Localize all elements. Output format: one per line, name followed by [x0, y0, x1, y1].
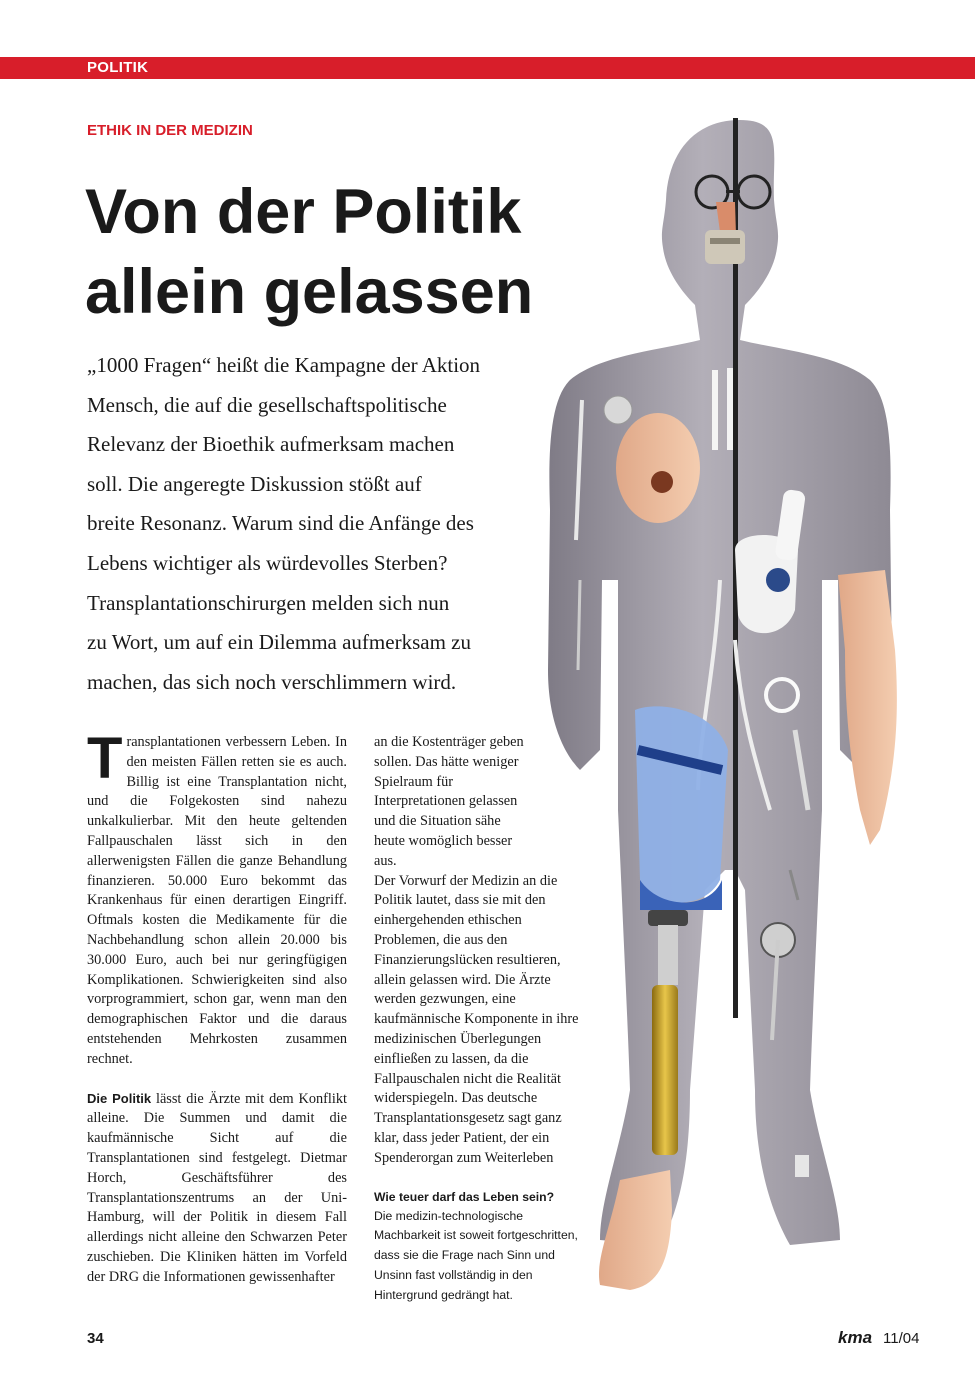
run-in-heading: Die Politik: [87, 1090, 152, 1106]
paragraph-text: lässt die Ärzte mit dem Konflikt alleine. Die Summen und damit die kaufmännische Sicht auf die Transplantationen sind festgelegt. Dietmar Horch, Geschäftsführer des Transplantationszentrums an der Uni-Hamburg, will der Politik in diesem Fall allerdings nicht alleine den Schwarzen Peter zuschieben. Die Kliniken hätten im Vorfeld der DRG die Informationen gewissenhafter: [87, 1090, 347, 1285]
paragraph: Die medizin-technologische Machbarkeit ist soweit fortgeschritten, dass sie die Frage nach Sinn und Unsinn fast vollständig in den Hintergrund gedrängt hat.: [374, 1208, 578, 1302]
prosthetics-figure-illustration: [540, 110, 975, 1310]
lead-line: Mensch, die auf die gesellschaftspolitische: [87, 392, 447, 417]
paragraph: an die Kostenträger geben sollen. Das hätte weniger Spielraum für Interpretationen gelassen und die Situation sähe heute womöglich besser aus.: [374, 734, 524, 869]
headline-line: allein gelassen: [85, 257, 534, 327]
issue-number: 11/04: [883, 1330, 920, 1347]
headline: [85, 172, 605, 332]
paragraph: [87, 1089, 347, 1288]
lead-line: „1000 Fragen“ heißt die Kampagne der Aktion: [87, 353, 481, 377]
lead-line: zu Wort, um auf ein Dilemma aufmerksam zu: [87, 630, 471, 655]
dropcap: T: [87, 726, 123, 791]
lead-line: breite Resonanz. Warum sind die Anfänge des: [87, 511, 474, 536]
article-column-1: [87, 726, 347, 1288]
kicker: ETHIK IN DER MEDIZIN: [87, 122, 253, 139]
paragraph: [87, 726, 347, 1070]
lead-line: Transplantationschirurgen melden sich nun: [87, 590, 450, 615]
lead-paragraph: [87, 346, 557, 702]
page-number: 34: [87, 1330, 104, 1347]
lead-line: machen, das sich noch verschlimmern wird.: [87, 669, 457, 694]
paragraph: Der Vorwurf der Medizin an die Politik lautet, dass sie mit den einhergehenden ethischen Problemen, die aus den Finanzierungslücken resultieren, allein gelassen wird. Die Ärzte werden gezwungen, eine kaufmännische Komponente in ihre medizinischen Überlegungen einfließen zu lassen, da die Fallpauschalen nicht die Realität widerspiegeln. Das deutsche Transplantationsgesetz sagt ganz klar, dass jeder Patient, der ein Spenderorgan zum Weiterleben: [374, 872, 579, 1166]
article-column-2: [374, 733, 588, 1306]
subheading: Wie teuer darf das Leben sein?: [374, 1189, 555, 1204]
lead-line: Relevanz der Bioethik aufmerksam machen: [87, 432, 455, 457]
body-silhouette: [548, 120, 892, 1245]
lead-line: soll. Die angeregte Diskussion stößt auf: [87, 471, 422, 496]
section-label: POLITIK: [87, 59, 149, 76]
lead-line: Lebens wichtiger als würdevolles Sterben?: [87, 550, 448, 575]
paragraph-text: ransplantationen verbessern Leben. In den meisten Fällen retten sie es auch. Billig ist eine Transplantation nicht, und die Folgekosten sind nahezu unkalkulierbar. Mit den heute geltenden Fallpauschalen lässt sich in den allerwenigsten Fällen die ganze Behandlung finanzieren. 50.000 Euro bekommt das Krankenhaus für einen derartigen Eingriff. Oftmals kosten die Medikamente für die Nachbehandlung schon allein 20.000 bis 30.000 Euro, auch bei nur geringfügigen Komplikationen. Schwierigkeiten sind also vorprogrammiert, schon gar, wenn man den demographischen Faktor und die daraus entstehenden Mehrkosten zusammen rechnet.: [87, 734, 347, 1067]
headline-line: Von der Politik: [85, 177, 522, 247]
magazine-logo: kma: [838, 1328, 873, 1347]
